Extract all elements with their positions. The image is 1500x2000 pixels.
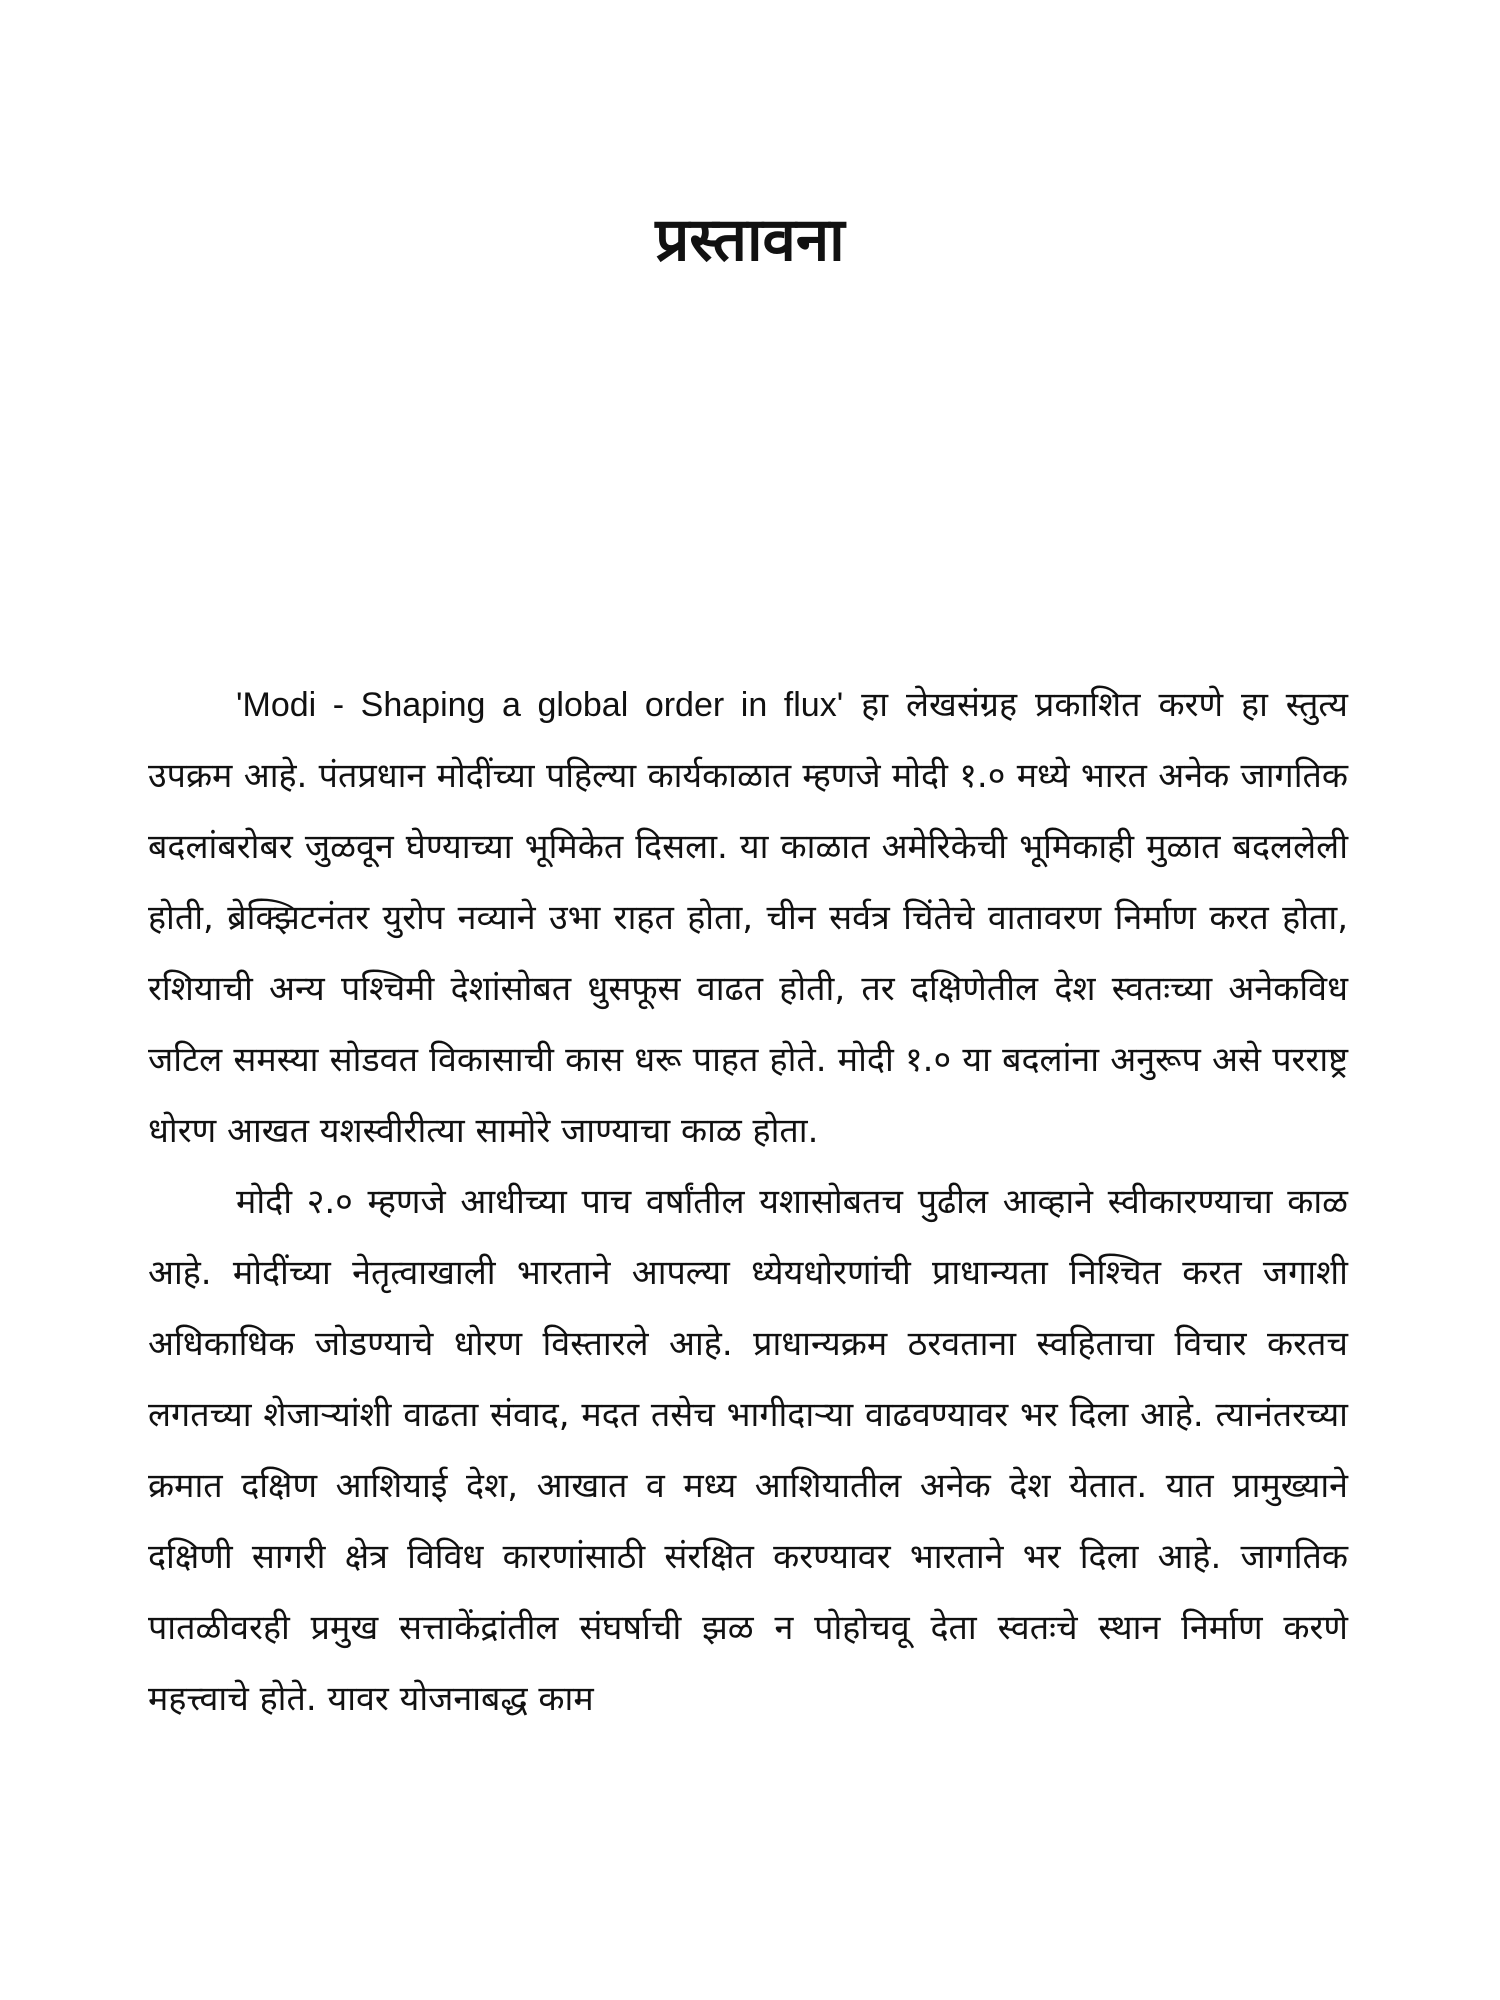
body-text <box>148 670 1348 1735</box>
paragraph-2 <box>148 1167 1348 1735</box>
paragraph-2-text: मोदी २.० म्हणजे आधीच्या पाच वर्षांतील यशासोबतच पुढील आव्हाने स्वीकारण्याचा काळ आहे. मोदींच्या नेतृत्वाखाली भारताने आपल्या ध्येयधोरणांची प्राधान्यता निश्चित करत जगाशी अधिकाधिक जोडण्याचे धोरण विस्तारले आहे. प्राधान्यक्रम ठरवताना स्वहिताचा विचार करतच लगतच्या शेजाऱ्यांशी वाढता संवाद, मदत तसेच भागीदाऱ्या वाढवण्यावर भर दिला आहे. त्यानंतरच्या क्रमात दक्षिण आशियाई देश, आखात व मध्य आशियातील अनेक देश येतात. यात प्रामुख्याने दक्षिणी सागरी क्षेत्र विविध कारणांसाठी संरक्षित करण्यावर भारताने भर दिला आहे. जागतिक पातळीवरही प्रमुख सत्ताकेंद्रांतील संघर्षाची झळ न पोहोचवू देता स्वतःचे स्थान निर्माण करणे महत्त्वाचे होते. यावर योजनाबद्ध काम <box>148 1182 1348 1719</box>
paragraph-1-text: हा लेखसंग्रह प्रकाशित करणे हा स्तुत्य उपक्रम आहे. पंतप्रधान मोदींच्या पहिल्या कार्यकाळात म्हणजे मोदी १.० मध्ये भारत अनेक जागतिक बदलांबरोबर जुळवून घेण्याच्या भूमिकेत दिसला. या काळात अमेरिकेची भूमिकाही मुळात बदललेली होती, ब्रेक्झिटनंतर युरोप नव्याने उभा राहत होता, चीन सर्वत्र चिंतेचे वातावरण निर्माण करत होता, रशियाची अन्य पश्चिमी देशांसोबत धुसफूस वाढत होती, तर दक्षिणेतील देश स्वतःच्या अनेकविध जटिल समस्या सोडवत विकासाची कास धरू पाहत होते. मोदी १.० या बदलांना अनुरूप असे परराष्ट्र धोरण आखत यशस्वीरीत्या सामोरे जाण्याचा काळ होता. <box>148 685 1348 1151</box>
paragraph-1 <box>148 670 1348 1167</box>
page-title: प्रस्तावना <box>655 205 845 275</box>
book-title-quote: 'Modi - Shaping a global order in flux' <box>236 686 844 724</box>
